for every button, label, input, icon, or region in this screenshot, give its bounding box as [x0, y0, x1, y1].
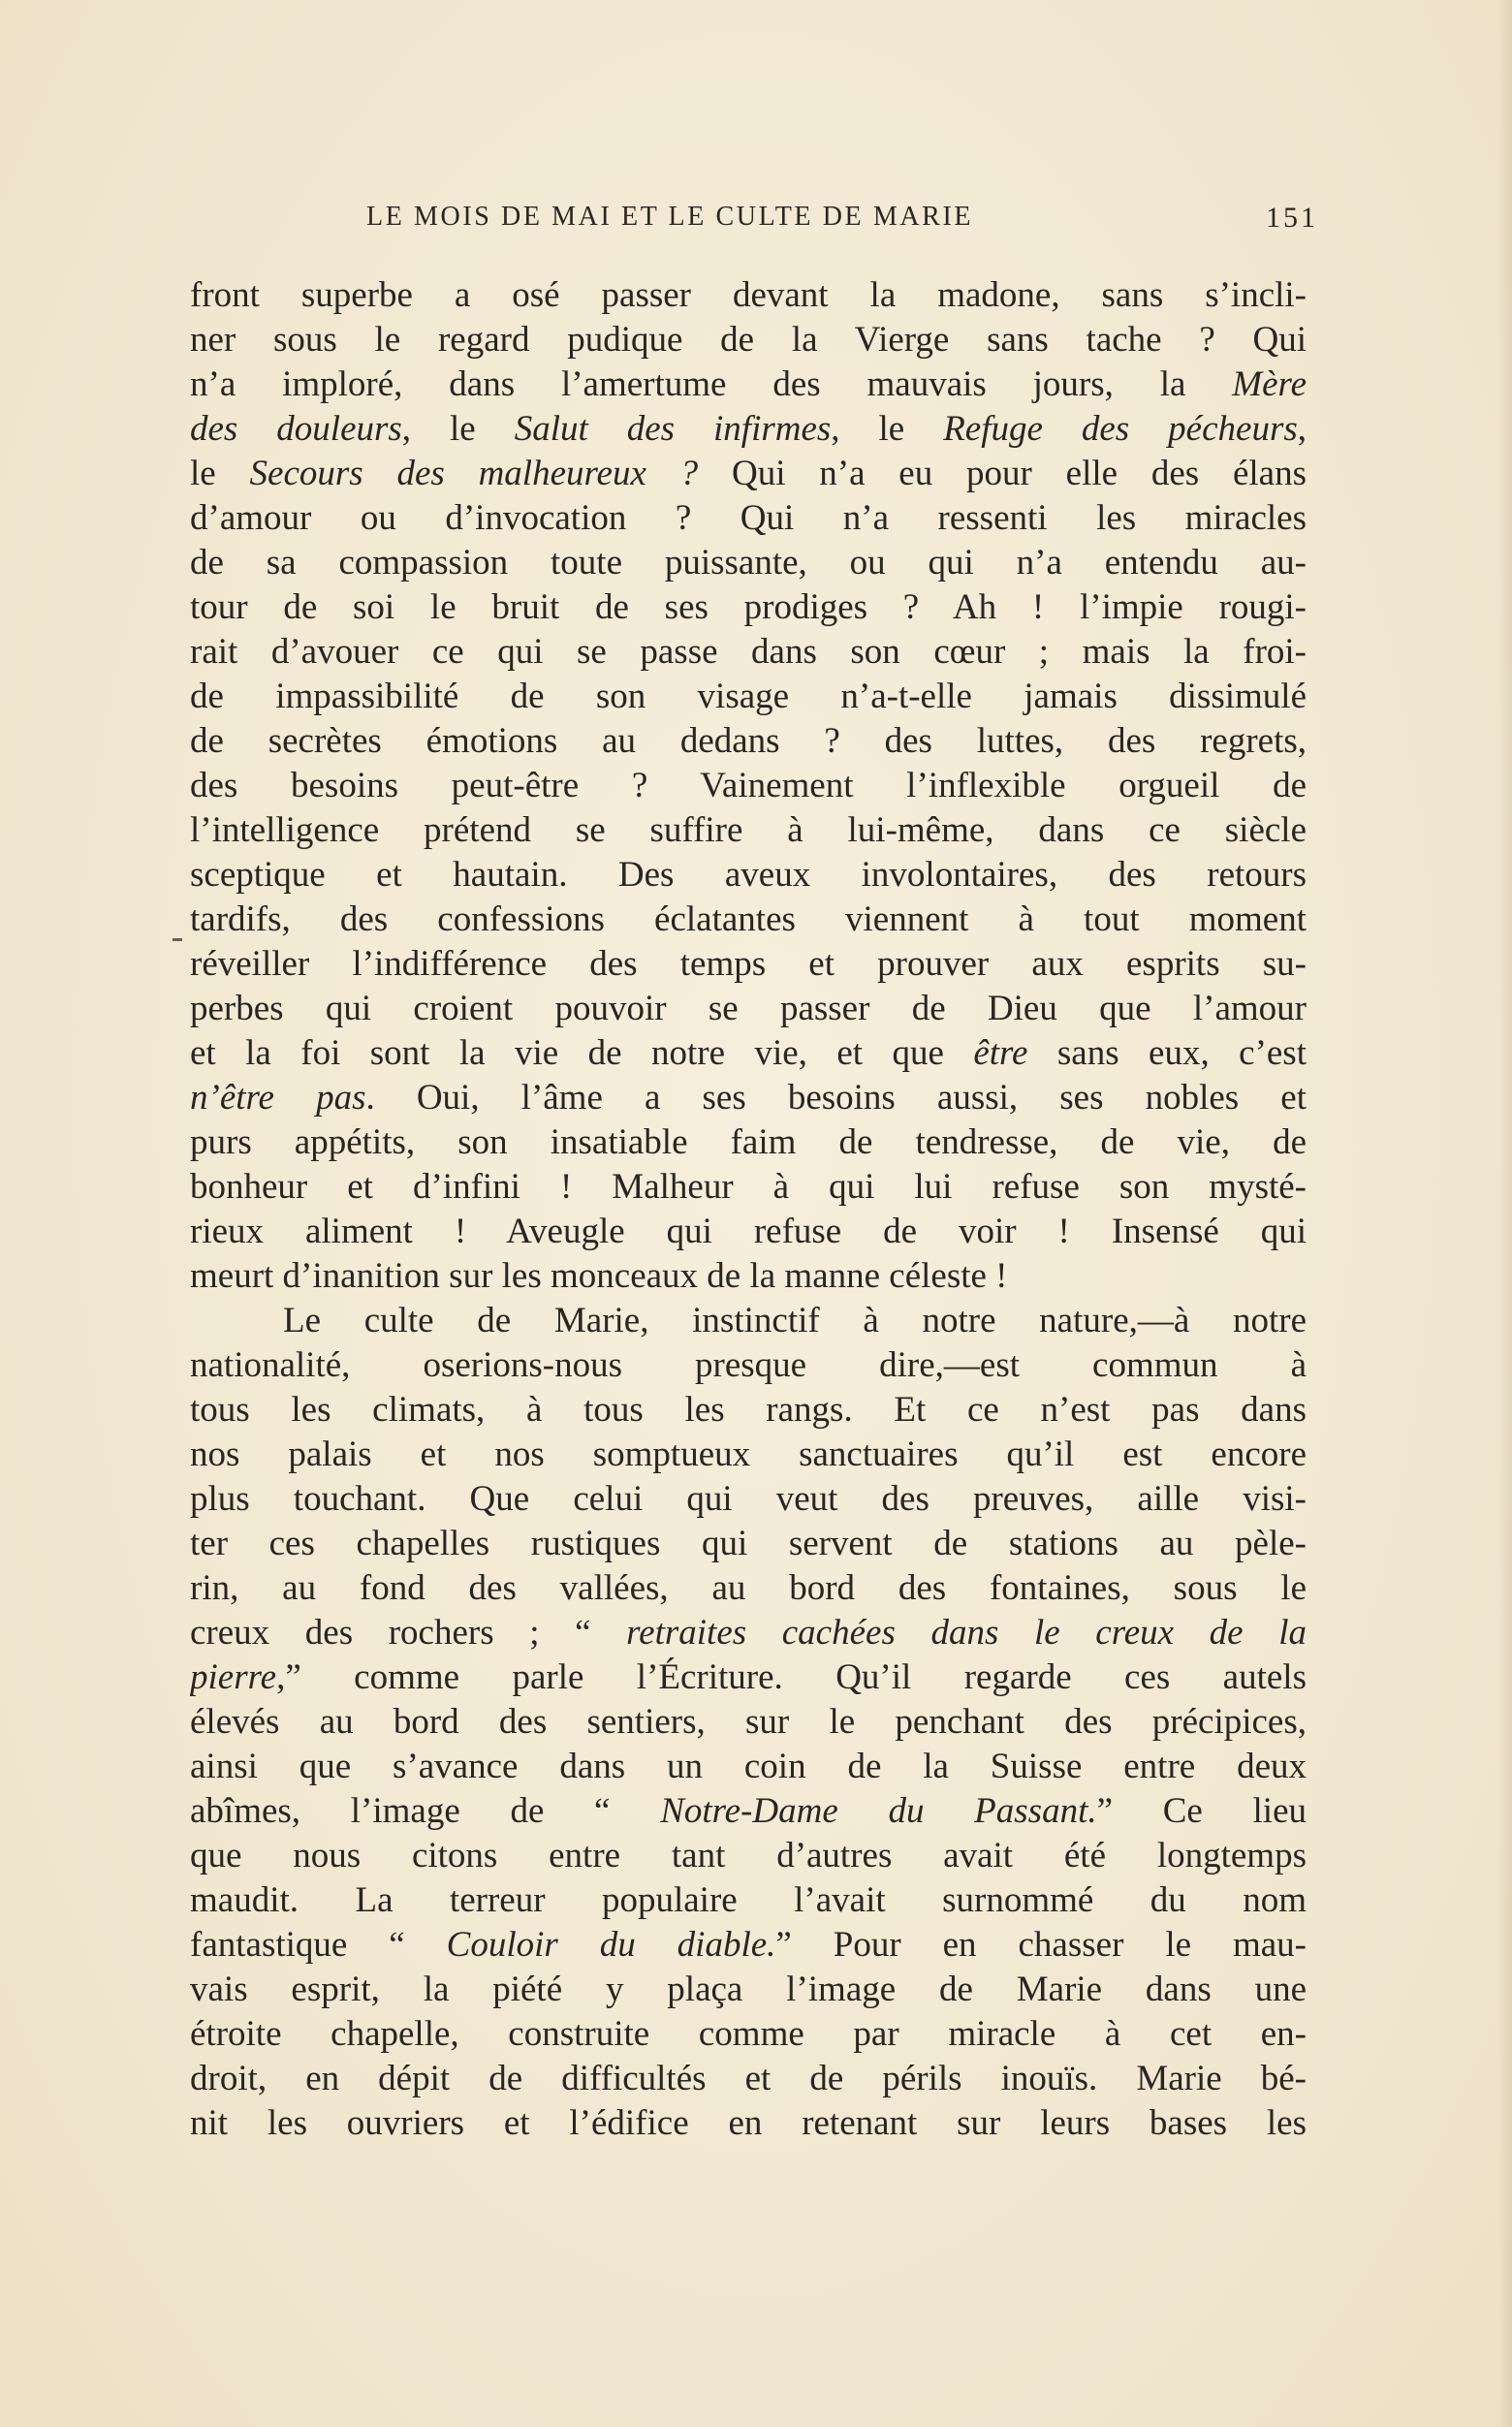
line-text: nos palais et nos somptueux sanctuaires qu’il est encore: [190, 1434, 1307, 1474]
line-text: n’a imploré, dans l’amertume des mauvais jours, la: [190, 364, 1233, 404]
text-line: [190, 1477, 1307, 1522]
text-line: [190, 1968, 1307, 2012]
line-text: maudit. La terreur populaire l’avait surnommé du nom: [190, 1880, 1307, 1920]
line-text: abîmes, l’image de “: [190, 1791, 661, 1831]
line-text: réveiller l’indifférence des temps et prouver aux esprits su-: [190, 944, 1307, 984]
text-line: [190, 942, 1307, 987]
line-text: le: [190, 454, 250, 493]
italic-text: Refuge des pécheurs: [943, 409, 1298, 449]
line-text: tour de soi le bruit de ses prodiges ? Ah ! l’impie rougi-: [190, 587, 1307, 627]
text-line: [190, 1254, 1307, 1299]
line-text: bonheur et d’infini ! Malheur à qui lui refuse son mysté-: [190, 1167, 1307, 1207]
line-text: de impassibilité de son visage n’a-t-elle jamais dissimulé: [190, 677, 1307, 716]
line-text: d’amour ou d’invocation ? Qui n’a ressenti les miracles: [190, 498, 1307, 538]
line-text: rin, au fond des vallées, au bord des fontaines, sous le: [190, 1568, 1307, 1608]
line-text: ter ces chapelles rustiques qui servent de stations au pèle-: [190, 1524, 1307, 1563]
text-line: [190, 1789, 1307, 1834]
italic-text: retraites cachées dans le creux de la: [626, 1613, 1307, 1653]
line-text: ner sous le regard pudique de la Vierge sans tache ? Qui: [190, 320, 1307, 360]
text-line: [190, 1745, 1307, 1789]
line-text: purs appétits, son insatiable faim de tendresse, de vie, de: [190, 1122, 1307, 1162]
line-text: , le: [831, 409, 944, 449]
line-text: de secrètes émotions au dedans ? des luttes, des regrets,: [190, 721, 1307, 761]
text-line: [190, 1433, 1307, 1477]
page-number: 151: [1266, 202, 1318, 234]
text-line: [190, 1611, 1307, 1655]
line-text: rait d’avouer ce qui se passe dans son cœur ; mais la froi-: [190, 632, 1307, 672]
italic-text: des douleurs: [190, 409, 402, 449]
text-line: [190, 630, 1307, 675]
line-text: tardifs, des confessions éclatantes viennent à tout moment: [190, 899, 1307, 939]
italic-text: Notre-Dame du Passant.: [660, 1791, 1097, 1831]
text-line: [190, 1299, 1307, 1343]
italic-text: être: [973, 1033, 1028, 1073]
text-line: [190, 585, 1307, 630]
text-line: [190, 541, 1307, 585]
text-line: [190, 987, 1307, 1031]
text-line: [190, 1120, 1307, 1165]
italic-text: Mère: [1232, 364, 1307, 404]
line-text: l’intelligence prétend se suffire à lui-même, dans ce siècle: [190, 810, 1307, 850]
text-line: [190, 898, 1307, 942]
text-line: [190, 1923, 1307, 1968]
text-line: [190, 1522, 1307, 1566]
line-text: ” Ce lieu: [1096, 1791, 1307, 1831]
italic-text: pierre: [190, 1657, 277, 1697]
text-line: [190, 853, 1307, 898]
line-text: ” Pour en chasser le mau-: [775, 1925, 1307, 1965]
running-head: [366, 202, 1318, 240]
line-text: . Oui, l’âme a ses besoins aussi, ses nobles et: [365, 1078, 1307, 1118]
text-line: [190, 1343, 1307, 1388]
text-line: [190, 362, 1307, 407]
text-line: [190, 1834, 1307, 1878]
line-text: nit les ouvriers et l’édifice en retenant sur leurs bases les: [190, 2103, 1307, 2143]
text-line: [190, 764, 1307, 808]
line-text: que nous citons entre tant d’autres avait été longtemps: [190, 1836, 1307, 1875]
line-text: creux des rochers ; “: [190, 1613, 627, 1653]
line-text: de sa compassion toute puissante, ou qui n’a entendu au-: [190, 543, 1307, 583]
line-text: sceptique et hautain. Des aveux involontaires, des retours: [190, 855, 1307, 895]
text-line: [190, 1878, 1307, 1923]
line-text: fantastique “: [190, 1925, 447, 1965]
text-line: [190, 1388, 1307, 1433]
line-text: nationalité, oserions-nous presque dire,—est commun à: [190, 1345, 1307, 1385]
line-text: meurt d’inanition sur les monceaux de la manne céleste !: [190, 1256, 1008, 1296]
line-text: et la foi sont la vie de notre vie, et que: [190, 1033, 974, 1073]
text-line: [190, 1566, 1307, 1611]
running-title: LE MOIS DE MAI ET LE CULTE DE MARIE: [366, 202, 974, 232]
line-text: front superbe a osé passer devant la madone, sans s’incli-: [190, 275, 1307, 315]
line-text: ,: [1297, 409, 1307, 449]
text-line: [190, 2057, 1307, 2101]
line-text: des besoins peut-être ? Vainement l’inflexible orgueil de: [190, 766, 1307, 805]
text-line: [190, 273, 1307, 318]
line-text: Le culte de Marie, instinctif à notre nature,—à notre: [283, 1301, 1307, 1340]
margin-mark: [173, 938, 182, 941]
line-text: élevés au bord des sentiers, sur le penchant des précipices,: [190, 1702, 1307, 1742]
line-text: tous les climats, à tous les rangs. Et ce n’est pas dans: [190, 1390, 1307, 1430]
italic-text: Salut des infirmes: [514, 409, 832, 449]
italic-text: Couloir du diable.: [446, 1925, 776, 1965]
text-line: [190, 1031, 1307, 1076]
italic-text: n’être pas: [190, 1078, 366, 1118]
line-text: vais esprit, la piété y plaça l’image de Marie dans une: [190, 1970, 1307, 2009]
text-line: [190, 808, 1307, 853]
text-line: [190, 1210, 1307, 1254]
line-text: , le: [401, 409, 515, 449]
text-line: [190, 407, 1307, 452]
text-line: [190, 675, 1307, 719]
line-text: étroite chapelle, construite comme par miracle à cet en-: [190, 2014, 1307, 2054]
text-line: [190, 452, 1307, 496]
text-line: [190, 719, 1307, 764]
text-line: [190, 1655, 1307, 1700]
text-line: [190, 496, 1307, 541]
line-text: Qui n’a eu pour elle des élans: [698, 454, 1307, 493]
line-text: perbes qui croient pouvoir se passer de Dieu que l’amour: [190, 989, 1307, 1028]
line-text: rieux aliment ! Aveugle qui refuse de voir ! Insensé qui: [190, 1212, 1307, 1251]
text-line: [190, 2012, 1307, 2057]
text-line: [190, 1076, 1307, 1120]
text-line: [190, 1700, 1307, 1745]
text-line: [190, 1165, 1307, 1210]
text-line: [190, 318, 1307, 362]
italic-text: Secours des malheureux ?: [249, 454, 699, 493]
page-edge-shadow: [1498, 0, 1512, 2427]
text-line: [190, 2101, 1307, 2146]
line-text: ainsi que s’avance dans un coin de la Suisse entre deux: [190, 1747, 1307, 1786]
line-text: ,” comme parle l’Écriture. Qu’il regarde ces autels: [276, 1657, 1307, 1697]
body-text: [190, 273, 1307, 2146]
line-text: droit, en dépit de difficultés et de périls inouïs. Marie bé-: [190, 2059, 1307, 2098]
line-text: sans eux, c’est: [1027, 1033, 1307, 1073]
line-text: plus touchant. Que celui qui veut des preuves, aille visi-: [190, 1479, 1307, 1519]
